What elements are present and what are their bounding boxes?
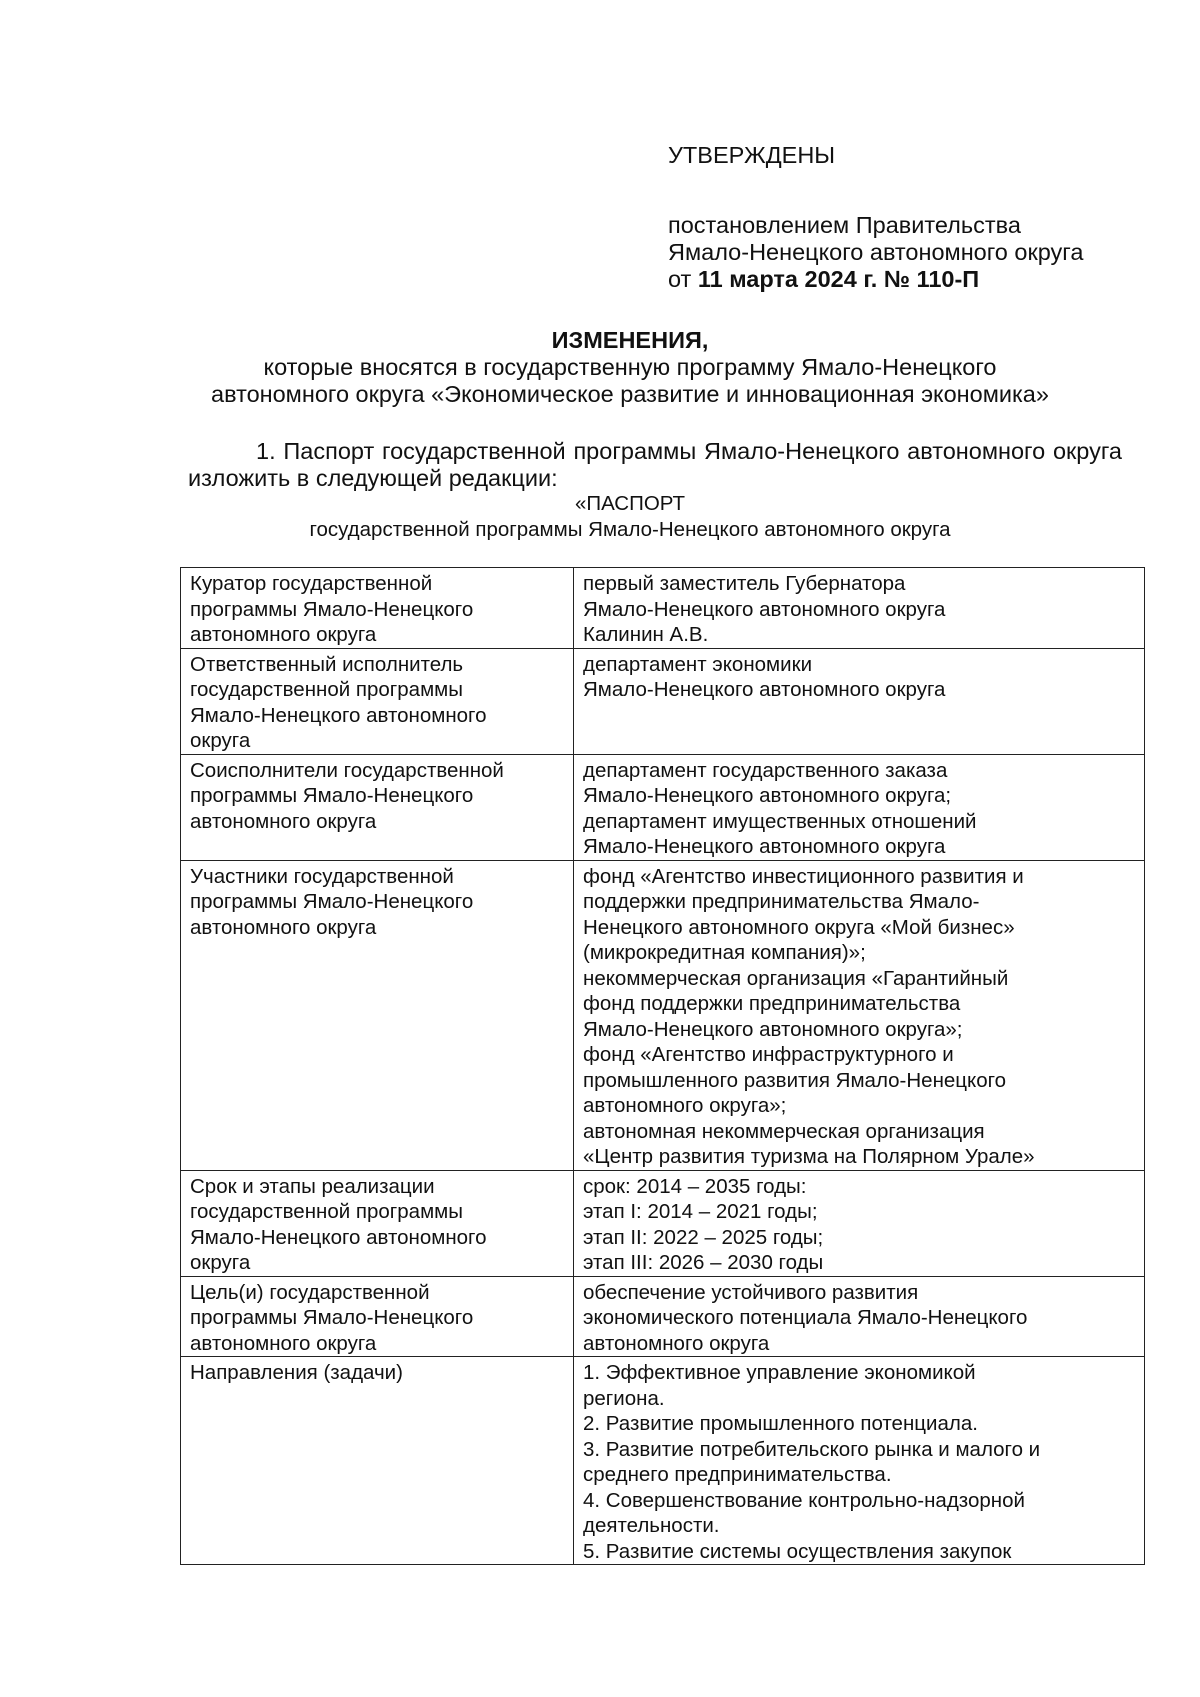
passport-table-body [181, 568, 1145, 1565]
label-line: программы Ямало-Ненецкого [190, 890, 474, 913]
value-line: 3. Развитие потребительского рынка и малого и [583, 1437, 1041, 1461]
label-line: Направления (задачи) [190, 1361, 403, 1384]
value-line: срок: 2014 – 2035 годы: [583, 1174, 807, 1198]
table-cell-label [181, 1170, 574, 1276]
value-line: Ямало-Ненецкого автономного округа [583, 597, 946, 621]
table-row [181, 860, 1145, 1170]
table-cell-value [574, 1276, 1145, 1357]
value-line: фонд «Агентство инвестиционного развития и [583, 864, 1024, 888]
value-line: департамент имущественных отношений [583, 809, 977, 833]
approval-resolution-line: постановлением Правительства [668, 212, 1021, 238]
label-line: Куратор государственной [190, 572, 433, 595]
value-line: «Центр развития туризма на Полярном Урале» [583, 1145, 1035, 1168]
table-cell-value [574, 860, 1145, 1170]
table-row [181, 568, 1145, 649]
approval-authority-line: Ямало-Ненецкого автономного округа [668, 239, 1084, 265]
table-row [181, 1170, 1145, 1276]
table-cell-label [181, 860, 574, 1170]
approval-block [668, 142, 1138, 293]
document-subtitle-line-2: автономного округа «Экономическое развитие и инновационная экономика» [211, 381, 1049, 407]
label-line: государственной программы [190, 1200, 464, 1223]
value-line: Ямало-Ненецкого автономного округа; [583, 784, 952, 807]
passport-header [170, 491, 1090, 543]
value-line: фонд поддержки предпринимательства [583, 992, 961, 1015]
table-cell-value [574, 754, 1145, 860]
document-subtitle-line-1: которые вносятся в государственную программу Ямало-Ненецкого [263, 354, 997, 380]
value-line: деятельности. [583, 1514, 720, 1537]
value-line: Калинин А.В. [583, 623, 709, 646]
passport-table [180, 567, 1145, 1565]
label-line: Соисполнители государственной [190, 758, 504, 782]
label-line: Цель(и) государственной [190, 1280, 430, 1304]
value-line: Ямало-Ненецкого автономного округа»; [583, 1017, 963, 1041]
table-cell-value [574, 1357, 1145, 1565]
table-cell-value [574, 1170, 1145, 1276]
value-line: автономного округа [583, 1331, 770, 1355]
value-line: Ненецкого автономного округа «Мой бизнес» [583, 915, 1015, 939]
value-line: региона. [583, 1386, 665, 1410]
table-row [181, 1276, 1145, 1357]
value-line: 2. Развитие промышленного потенциала. [583, 1412, 978, 1435]
passport-subtitle: государственной программы Ямало-Ненецкого автономного округа [309, 518, 951, 541]
label-line: программы Ямало-Ненецкого [190, 784, 474, 807]
approval-date-prefix: от [668, 266, 698, 292]
label-line: округа [190, 729, 251, 752]
label-line: автономного округа [190, 623, 377, 646]
table-cell-label [181, 1357, 574, 1565]
table-cell-label [181, 568, 574, 649]
value-line: автономная некоммерческая организация [583, 1119, 985, 1143]
approval-date: 11 марта 2024 г. № 110-П [697, 266, 980, 292]
label-line: автономного округа [190, 1331, 377, 1355]
label-line: Ямало-Ненецкого автономного [190, 703, 487, 727]
document-title: ИЗМЕНЕНИЯ, [551, 327, 709, 353]
value-line: первый заместитель Губернатора [583, 572, 906, 595]
value-line: некоммерческая организация «Гарантийный [583, 966, 1009, 990]
value-line: Ямало-Ненецкого автономного округа [583, 678, 946, 701]
value-line: Ямало-Ненецкого автономного округа [583, 835, 946, 858]
value-line: автономного округа»; [583, 1094, 787, 1117]
value-line: промышленного развития Ямало-Ненецкого [583, 1068, 1007, 1092]
value-line: этап III: 2026 – 2030 годы [583, 1251, 824, 1274]
passport-title: «ПАСПОРТ [574, 492, 686, 515]
label-line: Ответственный исполнитель [190, 652, 464, 676]
table-cell-label [181, 1276, 574, 1357]
value-line: (микрокредитная компания)»; [583, 941, 866, 964]
value-line: среднего предпринимательства. [583, 1463, 892, 1486]
label-line: программы Ямало-Ненецкого [190, 597, 474, 621]
table-row [181, 1357, 1145, 1565]
value-line: 4. Совершенствование контрольно-надзорной [583, 1488, 1025, 1512]
value-line: фонд «Агентство инфраструктурного и [583, 1043, 954, 1066]
value-line: поддержки предпринимательства Ямало- [583, 890, 980, 913]
label-line: автономного округа [190, 809, 377, 833]
label-line: государственной программы [190, 678, 464, 701]
label-line: Срок и этапы реализации [190, 1174, 435, 1198]
value-line: 5. Развитие системы осуществления закупок [583, 1539, 1012, 1563]
value-line: этап I: 2014 – 2021 годы; [583, 1200, 818, 1223]
approval-date-line [668, 266, 1138, 293]
table-cell-label [181, 648, 574, 754]
value-line: департамент государственного заказа [583, 758, 948, 782]
value-line: 1. Эффективное управление экономикой [583, 1361, 976, 1384]
table-cell-label [181, 754, 574, 860]
value-line: обеспечение устойчивого развития [583, 1280, 919, 1304]
label-line: Участники государственной [190, 864, 454, 888]
document-header [170, 327, 1090, 408]
paragraph-1: 1. Паспорт государственной программы Ямало-Ненецкого автономного округа изложить в следующей редакции: [188, 438, 1122, 491]
label-line: автономного округа [190, 915, 377, 939]
label-line: Ямало-Ненецкого автономного [190, 1225, 487, 1249]
table-row [181, 754, 1145, 860]
approval-title: УТВЕРЖДЕНЫ [668, 142, 836, 168]
value-line: департамент экономики [583, 652, 813, 676]
table-cell-value [574, 568, 1145, 649]
value-line: этап II: 2022 – 2025 годы; [583, 1225, 824, 1249]
value-line: экономического потенциала Ямало-Ненецкого [583, 1306, 1028, 1329]
table-cell-value [574, 648, 1145, 754]
table-row [181, 648, 1145, 754]
label-line: программы Ямало-Ненецкого [190, 1306, 474, 1329]
label-line: округа [190, 1251, 251, 1274]
